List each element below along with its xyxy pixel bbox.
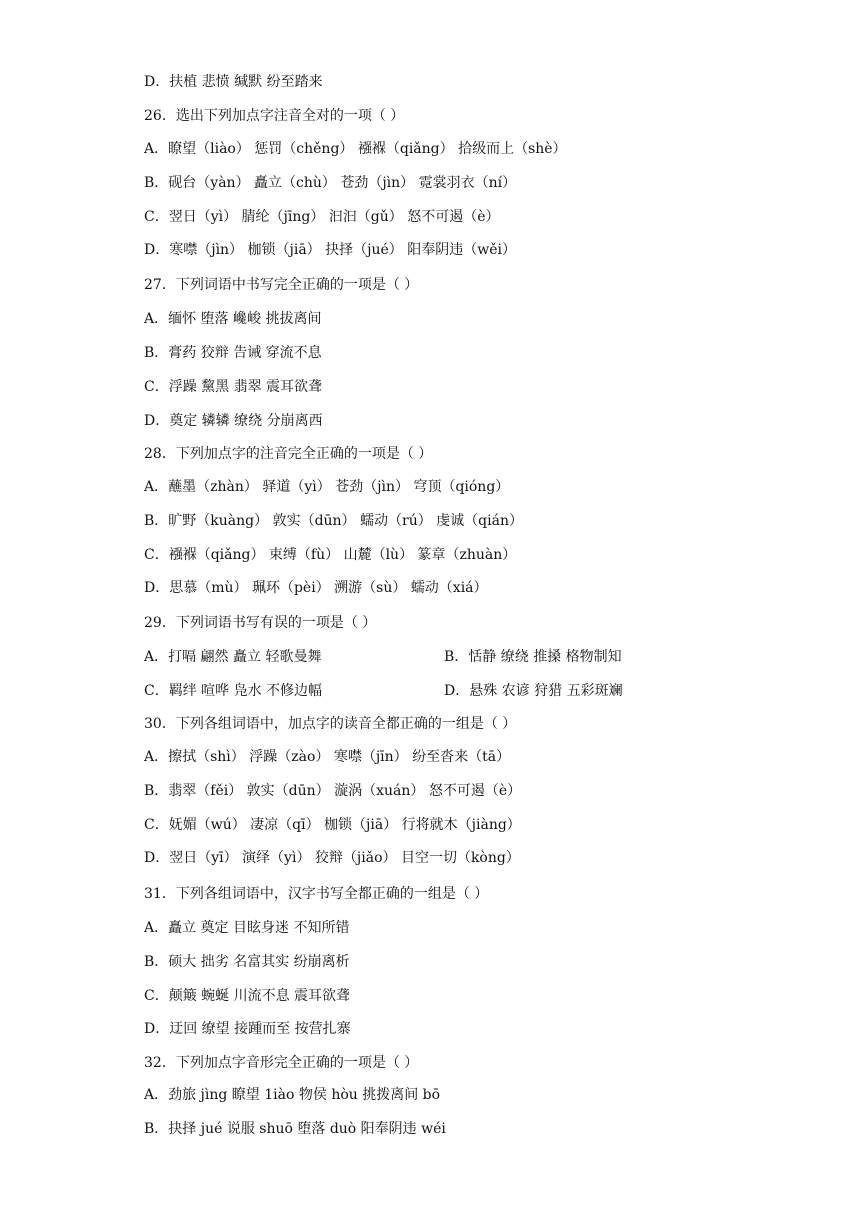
q27-option-a: A．缅怀 堕落 巉峻 挑拔离间 (144, 311, 322, 327)
q26-option-b: B．砚台（yàn） 矗立（chù） 苍劲（jìn） 霓裳羽衣（ní） (144, 175, 517, 191)
q27-option-b: B．膏药 狡辩 告诫 穿流不息 (144, 345, 322, 361)
q28-option-b: B．旷野（kuàng） 敦实（dūn） 蠕动（rú） 虔诚（qián） (144, 513, 523, 529)
q28-option-c: C．襁褓（qiǎng） 束缚（fù） 山麓（lù） 篆章（zhuàn） (144, 547, 517, 563)
q26-option-d: D．寒噤（jìn） 枷锁（jiā） 抉择（jué） 阳奉阴违（wěi） (144, 242, 516, 258)
q27-option-d: D．奠定 辚辚 缭绕 分崩离西 (144, 413, 323, 429)
q32-option-a: A．劲旅 jìng 瞭望 1iào 物侯 hòu 挑拨离间 bō (144, 1087, 441, 1103)
q26-option-c: C．翌日（yì） 腈纶（jīng） 汩汩（gǔ） 怒不可遏（è） (144, 209, 500, 225)
q28-stem: 28．下列加点字的注音完全正确的一项是（ ） (144, 446, 433, 462)
q28-option-d: D．思慕（mù） 珮环（pèi） 溯游（sù） 蠕动（xiá） (144, 580, 488, 596)
q30-option-b: B．翡翠（fěi） 敦实（dūn） 漩涡（xuán） 怒不可遏（è） (144, 783, 522, 799)
q29-option-d: D．悬殊 农谚 狩猎 五彩斑斓 (444, 683, 623, 699)
q26-stem: 26．选出下列加点字注音全对的一项（ ） (144, 108, 405, 124)
q29-stem: 29．下列词语书写有误的一项是（ ） (144, 615, 377, 631)
q26-option-a: A．瞭望（liào） 惩罚（chěng） 襁褓（qiǎng） 拾级而上（shè） (144, 141, 567, 157)
q31-stem: 31．下列各组词语中，汉字书写全都正确的一组是（ ） (144, 886, 489, 902)
q30-stem: 30．下列各组词语中，加点字的读音全都正确的一组是（ ） (144, 716, 517, 732)
q30-option-a: A．擦拭（shì） 浮躁（zào） 寒噤（jīn） 纷至沓来（tā） (144, 749, 511, 765)
q31-option-a: A．矗立 奠定 目眩身迷 不知所错 (144, 920, 350, 936)
q31-option-c: C．颠簸 蜿蜒 川流不息 震耳欲聋 (144, 988, 351, 1004)
q32-option-b: B．抉择 jué 说服 shuō 堕落 duò 阳奉阴违 wéi (144, 1121, 446, 1137)
q29-option-b: B．恬静 缭绕 推搡 格物制知 (444, 649, 622, 665)
q28-option-a: A．蘸墨（zhàn） 驿道（yì） 苍劲（jìn） 穹顶（qióng） (144, 479, 510, 495)
q25-option-d: D．扶植 悲愤 缄默 纷至踏来 (144, 74, 323, 90)
q31-option-b: B．硕大 拙劣 名富其实 纷崩离析 (144, 954, 350, 970)
q27-stem: 27．下列词语中书写完全正确的一项是（ ） (144, 277, 419, 293)
q29-option-a: A．打嗝 翩然 矗立 轻歌曼舞 (144, 649, 322, 665)
q30-option-d: D．翌日（yī） 演绎（yì） 狡辩（jiǎo） 目空一切（kòng） (144, 850, 520, 866)
q31-option-d: D．迂回 缭望 接踵而至 按营扎寨 (144, 1021, 351, 1037)
q30-option-c: C．妩媚（wú） 凄凉（qī） 枷锁（jiā） 行将就木（jiàng） (144, 817, 521, 833)
q27-option-c: C．浮躁 黧黑 翡翠 震耳欲聋 (144, 379, 323, 395)
q29-option-c: C．羁绊 喧哗 凫水 不修边幅 (144, 683, 323, 699)
q32-stem: 32．下列加点字音形完全正确的一项是（ ） (144, 1055, 419, 1071)
